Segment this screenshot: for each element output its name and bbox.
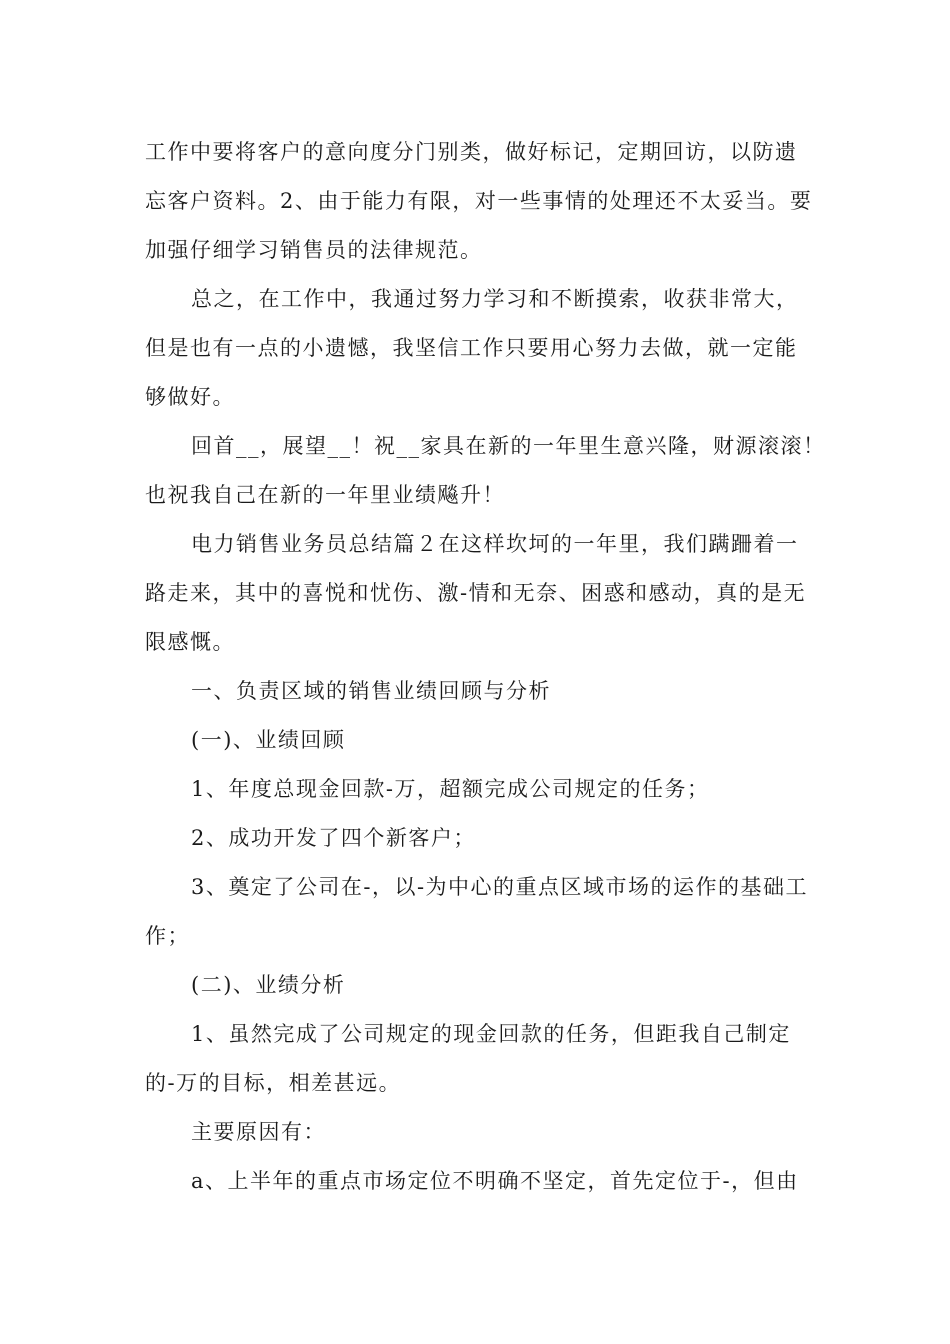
paragraph-start: 回首__，展望__！祝__家具在新的一年里生意兴隆，财源滚滚！ <box>191 434 826 458</box>
text-line: 但是也有一点的小遗憾，我坚信工作只要用心努力去做，就一定能 <box>145 336 798 360</box>
paragraph-start: 总之，在工作中，我通过努力学习和不断摸索，收获非常大， <box>191 287 799 311</box>
text-line: 够做好。 <box>145 385 235 409</box>
text-line: 作； <box>145 924 190 948</box>
paragraph-start: 1、虽然完成了公司规定的现金回款的任务，但距我自己制定 <box>191 1022 791 1046</box>
text-line: 限感慨。 <box>145 630 235 654</box>
paragraph-start: 主要原因有： <box>191 1120 326 1144</box>
list-item: 1、年度总现金回款-万，超额完成公司规定的任务； <box>191 777 710 801</box>
text-line: 加强仔细学习销售员的法律规范。 <box>145 238 483 262</box>
subsection-heading: (一)、业绩回顾 <box>191 728 346 752</box>
paragraph-start: a、上半年的重点市场定位不明确不坚定，首先定位于-，但由 <box>191 1169 799 1193</box>
subsection-heading: (二)、业绩分析 <box>191 973 346 997</box>
paragraph-start: 电力销售业务员总结篇２在这样坎坷的一年里，我们蹒跚着一 <box>191 532 799 556</box>
text-line: 忘客户资料。2、由于能力有限，对一些事情的处理还不太妥当。要 <box>145 189 813 213</box>
list-item: 3、奠定了公司在-，以-为中心的重点区域市场的运作的基础工 <box>191 875 809 899</box>
text-line: 的-万的目标，相差甚远。 <box>145 1071 402 1095</box>
text-line: 路走来，其中的喜悦和忧伤、激-情和无奈、困惑和感动，真的是无 <box>145 581 807 605</box>
document-body <box>145 128 826 1206</box>
text-line: 工作中要将客户的意向度分门别类，做好标记，定期回访，以防遗 <box>145 140 798 164</box>
text-line: 也祝我自己在新的一年里业绩飚升！ <box>145 483 505 507</box>
list-item: 2、成功开发了四个新客户； <box>191 826 476 850</box>
section-heading: 一、负责区域的销售业绩回顾与分析 <box>191 679 551 703</box>
